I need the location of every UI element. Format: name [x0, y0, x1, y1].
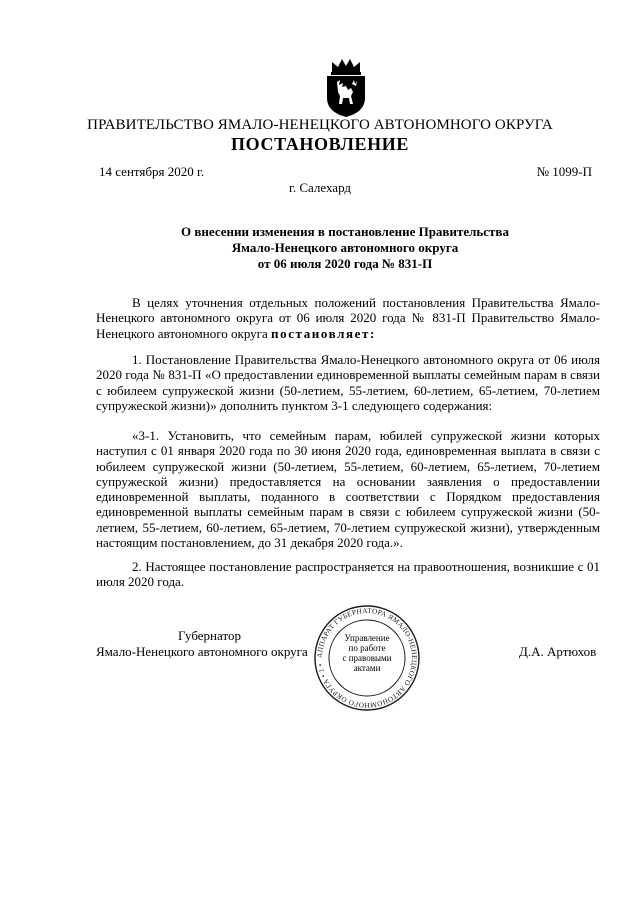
stamp-center-text [329, 633, 405, 673]
signatory-name: Д.А. Артюхов [519, 644, 597, 659]
document-date: 14 сентября 2020 г. [99, 164, 205, 179]
coat-of-arms-icon [323, 58, 369, 118]
document-type: ПОСТАНОВЛЕНИЕ [231, 134, 409, 154]
stamp-line: Управление [344, 633, 390, 643]
preamble-paragraph [96, 295, 600, 341]
signatory-org: Ямало-Ненецкого автономного округа [96, 644, 308, 659]
stamp-line: по работе [348, 643, 386, 653]
title-line: О внесении изменения в постановление Правительства [181, 224, 509, 239]
organization-name: ПРАВИТЕЛЬСТВО ЯМАЛО-НЕНЕЦКОГО АВТОНОМНОГО ОКРУГА [87, 117, 553, 133]
stamp-line: с правовыми [342, 653, 392, 663]
signatory-title: Губернатор [178, 628, 241, 643]
item-2-paragraph [96, 559, 600, 590]
title-line: Ямало-Ненецкого автономного округа [231, 240, 459, 255]
document-number: № 1099-П [536, 164, 592, 179]
stamp-ring-text: АППАРАТ ГУБЕРНАТОРА ЯМАЛО-НЕНЕЦКОГО АВТОНОМНОГО ОКРУГА • 1 • [315, 606, 419, 710]
city: г. Салехард [288, 180, 352, 195]
item-1-quote-text: «3-1. Установить, что семейным парам, юбилей супружеской жизни которых наступил с 01 января 2020 года по 30 июня 2020 года, единовременная выплата в связи с юбилеем супружеской жизни (50-летием, 55-летием, 60-летием, 65-летием, 70-летием супружеской жизни) предоставляется на основании заявления о предоставлении единовременной выплаты, поданного в соответствии с Порядком предоставления единовременной выплаты семейным парам в связи с юбилеем супружеской жизни (50-летием, 55-летием, 60-летием, 65-летием, 70-летием супружеской жизни), утвержденным настоящим постановлением, до 31 декабря 2020 года.». [96, 428, 600, 551]
stamp-line: актами [353, 663, 381, 673]
preamble-text: В целях уточнения отдельных положений постановления Правительства Ямало-Ненецкого автономного округа от 06 июля 2020 года № 831-П Правительство Ямало-Ненецкого автономного округа [96, 295, 600, 341]
preamble-verb: постановляет: [271, 325, 376, 341]
title-line: от 06 июля 2020 года № 831-П [257, 256, 433, 271]
document-title [120, 224, 570, 272]
item-1-quote-paragraph [96, 428, 600, 550]
item-1-paragraph [96, 352, 600, 413]
item-1-text: 1. Постановление Правительства Ямало-Ненецкого автономного округа от 06 июля 2020 года № 831-П «О предоставлении единовременной выплаты семейным парам в связи с юбилеем супружеской жизни (50-летием, 55-летием, 60-летием, 65-летием, 70-летием супружеской жизни)» дополнить пунктом 3-1 следующего содержания: [96, 352, 600, 413]
item-2-text: 2. Настоящее постановление распространяется на правоотношения, возникшие с 01 июля 2020 года. [96, 559, 600, 590]
